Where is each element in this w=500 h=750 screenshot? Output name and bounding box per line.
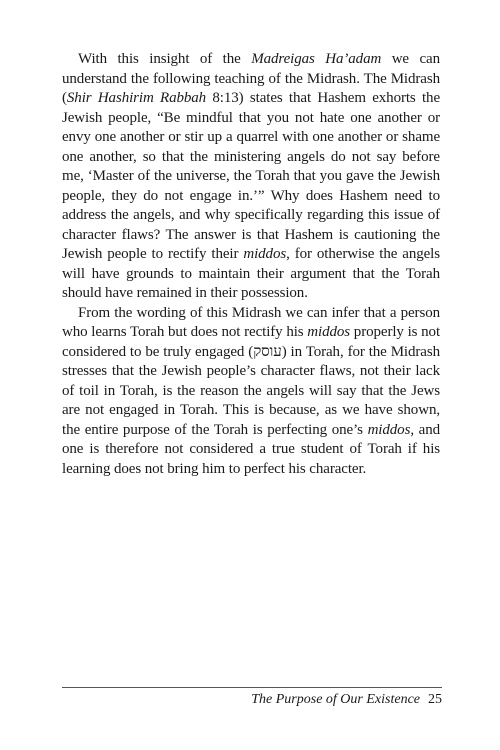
running-title: The Purpose of Our Existence: [251, 692, 420, 707]
italic-term: Shir Hashirim Rabbah: [66, 90, 207, 106]
italic-term: middos: [307, 324, 351, 340]
text-run: With this insight of the: [78, 51, 252, 67]
text-run: 8:13) states that Hashem exhorts the Jewish people, “Be mindful that you not hate one another or envy one another or stir up a quarrel with one another or shame one another, so that the ministering angels do not say before me, ‘Master of the universe, the Torah that you gave the Jewish people, they do not engage in.’” Why does Hashem need to address the angels, and why specifically regarding this issue of character flaws? The answer is that Hashem is cautioning the Jewish people to rectify their: [62, 90, 441, 262]
text-run: , for otherwise the angels will have grounds to maintain their argument that the Torah should have remained in their possession.: [62, 246, 440, 301]
paragraph: [62, 50, 440, 304]
text-run: properly is not considered to be truly engaged (עוסק) in Torah, for the Midrash stresses that the Jewish people’s character flaws, not their lack of toil in Torah, is the reason the angels will say that the Jews are not engaged in Torah. This is because, as we have shown, the entire purpose of the Torah is perfecting one’s: [62, 324, 441, 438]
text-run: From the wording of this Midrash we can infer that a person who learns Torah but does not rectify his: [62, 304, 440, 340]
page-number: 25: [428, 692, 442, 707]
italic-term: middos: [243, 246, 287, 262]
italic-term: middos: [367, 421, 411, 438]
paragraph: [62, 304, 440, 480]
text-run: , and one is therefore not considered a true student of Torah if his learning does not bring him to perfect his character.: [62, 421, 440, 477]
page-footer: [62, 691, 442, 709]
footer-rule: [62, 687, 442, 688]
text-run: we can understand the following teaching of the Midrash. The Midrash (: [62, 51, 440, 106]
italic-term: Madreigas Ha’adam: [251, 51, 382, 67]
body-text: [62, 50, 440, 479]
